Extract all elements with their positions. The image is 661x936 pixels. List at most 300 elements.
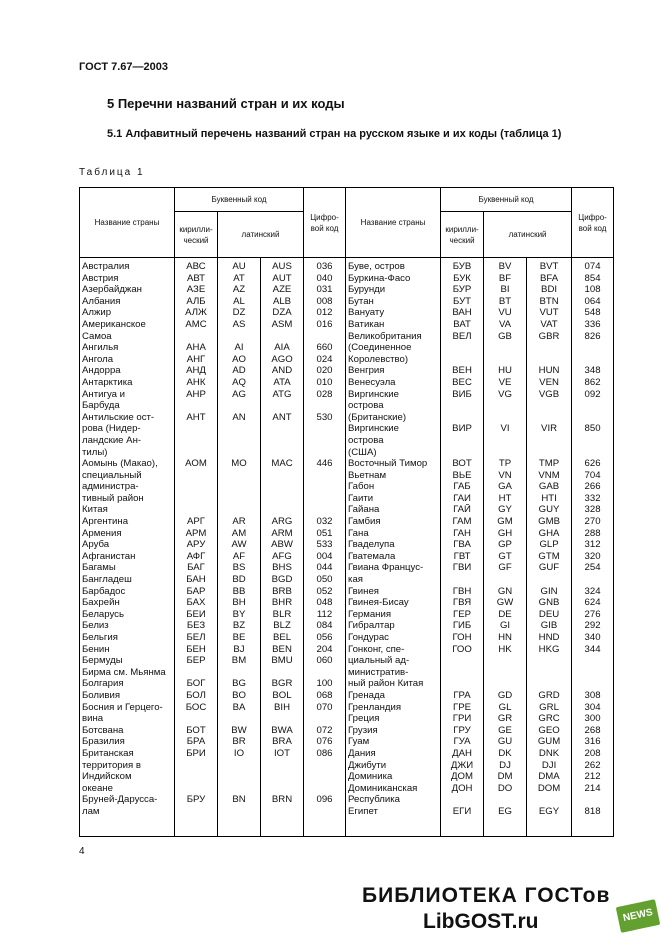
numeric-code: 031 — [304, 284, 346, 296]
latin3-code: BGR — [261, 678, 304, 690]
latin2-code: VA — [484, 319, 527, 331]
latin3-code: GRC — [527, 713, 572, 725]
latin2-code — [218, 771, 261, 783]
cyrillic-code — [441, 667, 484, 679]
latin3-code: BFA — [527, 273, 572, 285]
latin2-code: BD — [218, 574, 261, 586]
latin3-code — [527, 574, 572, 586]
latin2-code: GF — [484, 562, 527, 574]
numeric-code — [572, 447, 614, 459]
cyrillic-code: ВАТ — [441, 319, 484, 331]
numeric-code — [304, 470, 346, 482]
latin3-code: GIN — [527, 586, 572, 598]
numeric-code — [572, 667, 614, 679]
latin2-code: GU — [484, 736, 527, 748]
country-name: Бельгия — [80, 632, 175, 644]
country-name: рова (Нидер- — [80, 423, 175, 435]
numeric-code: 324 — [572, 586, 614, 598]
cyrillic-code: АНТ — [175, 412, 218, 424]
country-name: (США) — [346, 447, 441, 459]
latin2-code: GT — [484, 551, 527, 563]
latin3-code: DNK — [527, 748, 572, 760]
table-row — [80, 354, 614, 366]
latin2-code: BM — [218, 655, 261, 667]
latin3-code: ARG — [261, 516, 304, 528]
section-title: 5 Перечни названий стран и их коды — [107, 96, 345, 111]
table-row — [80, 528, 614, 540]
header-numeric-code: Цифро-вой код — [572, 188, 614, 258]
latin3-code: VNM — [527, 470, 572, 482]
latin2-code — [484, 342, 527, 354]
numeric-code: 070 — [304, 702, 346, 714]
numeric-code: 010 — [304, 377, 346, 389]
latin3-code — [261, 400, 304, 412]
cyrillic-code: БРУ — [175, 794, 218, 806]
table-row — [80, 458, 614, 470]
country-name: острова — [346, 435, 441, 447]
latin2-code — [484, 400, 527, 412]
table-row — [80, 760, 614, 772]
table-row — [80, 516, 614, 528]
country-name: Китая — [80, 504, 175, 516]
latin2-code: VI — [484, 423, 527, 435]
cyrillic-code: АНД — [175, 365, 218, 377]
country-name: Гватемала — [346, 551, 441, 563]
country-name: министратив- — [346, 667, 441, 679]
country-name: Джибути — [346, 760, 441, 772]
country-name: Индийском — [80, 771, 175, 783]
numeric-code — [572, 400, 614, 412]
cyrillic-code — [441, 655, 484, 667]
numeric-code: 036 — [304, 258, 346, 273]
numeric-code: 108 — [572, 284, 614, 296]
watermark-site: LibGOST.ru — [423, 910, 539, 933]
latin2-code — [484, 435, 527, 447]
latin2-code — [484, 354, 527, 366]
latin3-code — [261, 771, 304, 783]
country-name: Египет — [346, 806, 441, 837]
cyrillic-code: ВЬЕ — [441, 470, 484, 482]
cyrillic-code — [175, 423, 218, 435]
latin2-code — [484, 412, 527, 424]
table-row — [80, 389, 614, 401]
latin3-code: BDI — [527, 284, 572, 296]
latin3-code: ALB — [261, 296, 304, 308]
country-name: ландские Ан- — [80, 435, 175, 447]
latin2-code: IO — [218, 748, 261, 760]
country-name: Бермуды — [80, 655, 175, 667]
latin3-code: ANT — [261, 412, 304, 424]
latin3-code — [261, 447, 304, 459]
numeric-code: 308 — [572, 690, 614, 702]
country-name: Дания — [346, 748, 441, 760]
latin3-code: GUM — [527, 736, 572, 748]
cyrillic-code: ГОО — [441, 644, 484, 656]
numeric-code: 340 — [572, 632, 614, 644]
country-name: Восточный Тимор — [346, 458, 441, 470]
cyrillic-code: АРМ — [175, 528, 218, 540]
table-row — [80, 504, 614, 516]
latin3-code: BRA — [261, 736, 304, 748]
cyrillic-code: ГРИ — [441, 713, 484, 725]
latin2-code — [218, 423, 261, 435]
latin3-code: BTN — [527, 296, 572, 308]
latin3-code — [527, 655, 572, 667]
cyrillic-code: БОС — [175, 702, 218, 714]
latin2-code: BR — [218, 736, 261, 748]
latin3-code: GIB — [527, 620, 572, 632]
latin2-code — [218, 400, 261, 412]
numeric-code: 292 — [572, 620, 614, 632]
cyrillic-code: ВАН — [441, 307, 484, 319]
numeric-code: 300 — [572, 713, 614, 725]
latin2-code: GE — [484, 725, 527, 737]
country-name: Ангола — [80, 354, 175, 366]
numeric-code: 862 — [572, 377, 614, 389]
latin3-code: GBR — [527, 331, 572, 343]
latin3-code: ARM — [261, 528, 304, 540]
latin3-code — [527, 678, 572, 690]
table-row — [80, 644, 614, 656]
country-name: Австралия — [80, 258, 175, 273]
latin2-code: GP — [484, 539, 527, 551]
numeric-code — [304, 783, 346, 795]
country-name: Греция — [346, 713, 441, 725]
cyrillic-code: ГОН — [441, 632, 484, 644]
latin3-code: BMU — [261, 655, 304, 667]
country-name: Гвинея-Бисау — [346, 597, 441, 609]
numeric-code: 276 — [572, 609, 614, 621]
latin3-code: GRD — [527, 690, 572, 702]
latin2-code: BO — [218, 690, 261, 702]
country-name: Гваделупа — [346, 539, 441, 551]
country-name: Алжир — [80, 307, 175, 319]
latin2-code — [218, 806, 261, 837]
latin3-code: BLR — [261, 609, 304, 621]
cyrillic-code: АМС — [175, 319, 218, 331]
country-name: Беларусь — [80, 609, 175, 621]
numeric-code — [572, 574, 614, 586]
cyrillic-code — [175, 771, 218, 783]
country-name: Вьетнам — [346, 470, 441, 482]
latin2-code: AO — [218, 354, 261, 366]
country-name: Бурунди — [346, 284, 441, 296]
country-name: Доминика — [346, 771, 441, 783]
latin3-code: GMB — [527, 516, 572, 528]
cyrillic-code: ГВА — [441, 539, 484, 551]
latin2-code: BA — [218, 702, 261, 714]
latin2-code: DK — [484, 748, 527, 760]
numeric-code: 332 — [572, 493, 614, 505]
latin3-code: BHS — [261, 562, 304, 574]
latin3-code: BOL — [261, 690, 304, 702]
latin2-code: HU — [484, 365, 527, 377]
cyrillic-code: ГИБ — [441, 620, 484, 632]
numeric-code — [572, 655, 614, 667]
numeric-code: 826 — [572, 331, 614, 343]
latin2-code: GB — [484, 331, 527, 343]
country-name: Великобритания — [346, 331, 441, 343]
cyrillic-code — [441, 435, 484, 447]
latin3-code: DJI — [527, 760, 572, 772]
table-row — [80, 423, 614, 435]
country-name: (Британские) — [346, 412, 441, 424]
cyrillic-code: БУР — [441, 284, 484, 296]
latin3-code: GNB — [527, 597, 572, 609]
country-name: Гренада — [346, 690, 441, 702]
cyrillic-code: АВС — [175, 258, 218, 273]
latin3-code — [261, 481, 304, 493]
country-name: Королевство) — [346, 354, 441, 366]
country-name: тилы) — [80, 447, 175, 459]
latin3-code — [527, 667, 572, 679]
latin3-code: ASM — [261, 319, 304, 331]
country-name: Германия — [346, 609, 441, 621]
latin2-code: AN — [218, 412, 261, 424]
latin3-code: VIR — [527, 423, 572, 435]
latin2-code: AI — [218, 342, 261, 354]
cyrillic-code: АРУ — [175, 539, 218, 551]
numeric-code — [572, 412, 614, 424]
numeric-code — [304, 435, 346, 447]
table-row — [80, 273, 614, 285]
cyrillic-code: ГАБ — [441, 481, 484, 493]
numeric-code: 004 — [304, 551, 346, 563]
cyrillic-code: АРГ — [175, 516, 218, 528]
table-row — [80, 609, 614, 621]
country-name: территория в — [80, 760, 175, 772]
country-name: Бирма см. Мьянма — [80, 667, 175, 679]
header-cyrillic: кирилли-ческий — [175, 212, 218, 258]
latin3-code — [527, 400, 572, 412]
latin2-code: TP — [484, 458, 527, 470]
latin3-code: ATA — [261, 377, 304, 389]
latin3-code: BRB — [261, 586, 304, 598]
latin3-code: ATG — [261, 389, 304, 401]
table-row — [80, 400, 614, 412]
latin2-code: DO — [484, 783, 527, 795]
numeric-code: 072 — [304, 725, 346, 737]
country-name: Самоа — [80, 331, 175, 343]
country-name: Ангилья — [80, 342, 175, 354]
numeric-code: 008 — [304, 296, 346, 308]
numeric-code: 028 — [304, 389, 346, 401]
latin2-code: AF — [218, 551, 261, 563]
numeric-code — [304, 504, 346, 516]
numeric-code: 208 — [572, 748, 614, 760]
cyrillic-code: БРИ — [175, 748, 218, 760]
latin3-code: AUS — [261, 258, 304, 273]
latin3-code: EGY — [527, 806, 572, 837]
numeric-code — [304, 423, 346, 435]
latin3-code: BVT — [527, 258, 572, 273]
numeric-code: 084 — [304, 620, 346, 632]
country-name: океане — [80, 783, 175, 795]
latin2-code: HN — [484, 632, 527, 644]
country-name: Аруба — [80, 539, 175, 551]
table-row — [80, 736, 614, 748]
latin3-code: DZA — [261, 307, 304, 319]
latin2-code: VU — [484, 307, 527, 319]
header-letter-code: Буквенный код — [441, 188, 572, 212]
latin3-code: BEL — [261, 632, 304, 644]
numeric-code: 254 — [572, 562, 614, 574]
numeric-code: 854 — [572, 273, 614, 285]
cyrillic-code — [175, 447, 218, 459]
country-name: Гибралтар — [346, 620, 441, 632]
table-row — [80, 470, 614, 482]
numeric-code — [572, 794, 614, 806]
table-row — [80, 447, 614, 459]
cyrillic-code: ВИБ — [441, 389, 484, 401]
latin2-code: AT — [218, 273, 261, 285]
table-row — [80, 748, 614, 760]
cyrillic-code: ГВИ — [441, 562, 484, 574]
table-row — [80, 574, 614, 586]
latin3-code: BGD — [261, 574, 304, 586]
latin3-code: AND — [261, 365, 304, 377]
latin2-code: AS — [218, 319, 261, 331]
table-row — [80, 258, 614, 273]
country-name: тивный район — [80, 493, 175, 505]
country-name: Гонконг, спе- — [346, 644, 441, 656]
latin3-code: GLP — [527, 539, 572, 551]
country-name: Венгрия — [346, 365, 441, 377]
numeric-code: 316 — [572, 736, 614, 748]
latin3-code — [527, 435, 572, 447]
numeric-code: 214 — [572, 783, 614, 795]
cyrillic-code: АНА — [175, 342, 218, 354]
numeric-code: 624 — [572, 597, 614, 609]
cyrillic-code: БУВ — [441, 258, 484, 273]
cyrillic-code — [441, 794, 484, 806]
numeric-code: 024 — [304, 354, 346, 366]
country-name: кая — [346, 574, 441, 586]
country-name: Виргинские — [346, 423, 441, 435]
cyrillic-code: БРА — [175, 736, 218, 748]
cyrillic-code: ВОТ — [441, 458, 484, 470]
latin3-code: GAB — [527, 481, 572, 493]
cyrillic-code: ГРУ — [441, 725, 484, 737]
latin2-code: GR — [484, 713, 527, 725]
numeric-code: 266 — [572, 481, 614, 493]
table-row — [80, 562, 614, 574]
latin2-code: AW — [218, 539, 261, 551]
latin3-code: DOM — [527, 783, 572, 795]
numeric-code: 328 — [572, 504, 614, 516]
country-name: Гвинея — [346, 586, 441, 598]
latin2-code: AD — [218, 365, 261, 377]
numeric-code — [572, 678, 614, 690]
numeric-code: 304 — [572, 702, 614, 714]
numeric-code: 100 — [304, 678, 346, 690]
country-name: Американское — [80, 319, 175, 331]
table-row — [80, 597, 614, 609]
numeric-code: 044 — [304, 562, 346, 574]
cyrillic-code: БАР — [175, 586, 218, 598]
numeric-code: 850 — [572, 423, 614, 435]
cyrillic-code: АНК — [175, 377, 218, 389]
cyrillic-code: ДОН — [441, 783, 484, 795]
cyrillic-code — [175, 435, 218, 447]
latin3-code: MAC — [261, 458, 304, 470]
numeric-code: 312 — [572, 539, 614, 551]
country-name: Барбадос — [80, 586, 175, 598]
numeric-code: 060 — [304, 655, 346, 667]
country-name: Гренландия — [346, 702, 441, 714]
latin3-code: AFG — [261, 551, 304, 563]
latin3-code: GEO — [527, 725, 572, 737]
table-row — [80, 620, 614, 632]
numeric-code: 096 — [304, 794, 346, 806]
country-name: Ватикан — [346, 319, 441, 331]
country-name: Аомынь (Макао), — [80, 458, 175, 470]
country-name: Виргинские — [346, 389, 441, 401]
country-name: (Соединенное — [346, 342, 441, 354]
cyrillic-code: АНГ — [175, 354, 218, 366]
news-badge: NEWS — [616, 899, 661, 933]
numeric-code: 446 — [304, 458, 346, 470]
latin3-code: BWA — [261, 725, 304, 737]
watermark-title: БИБЛИОТЕКА ГОСТов — [362, 884, 611, 907]
latin3-code: BHR — [261, 597, 304, 609]
numeric-code: 204 — [304, 644, 346, 656]
latin3-code: VUT — [527, 307, 572, 319]
latin2-code: BJ — [218, 644, 261, 656]
table-row — [80, 342, 614, 354]
cyrillic-code: ГВТ — [441, 551, 484, 563]
numeric-code: 348 — [572, 365, 614, 377]
country-name: специальный — [80, 470, 175, 482]
latin3-code: HTI — [527, 493, 572, 505]
numeric-code: 320 — [572, 551, 614, 563]
latin2-code — [484, 667, 527, 679]
cyrillic-code: ВЕС — [441, 377, 484, 389]
cyrillic-code: ДАН — [441, 748, 484, 760]
table-row — [80, 678, 614, 690]
cyrillic-code — [441, 354, 484, 366]
cyrillic-code: ГВЯ — [441, 597, 484, 609]
latin2-code: AQ — [218, 377, 261, 389]
table-row — [80, 365, 614, 377]
numeric-code — [572, 342, 614, 354]
latin2-code: BF — [484, 273, 527, 285]
cyrillic-code: АЛБ — [175, 296, 218, 308]
latin3-code — [261, 423, 304, 435]
latin2-code: GY — [484, 504, 527, 516]
cyrillic-code — [441, 574, 484, 586]
latin2-code — [218, 331, 261, 343]
country-name: Буркина-Фасо — [346, 273, 441, 285]
numeric-code: 020 — [304, 365, 346, 377]
latin3-code: BLZ — [261, 620, 304, 632]
cyrillic-code: АЛЖ — [175, 307, 218, 319]
latin2-code — [218, 504, 261, 516]
numeric-code — [304, 331, 346, 343]
numeric-code: 068 — [304, 690, 346, 702]
latin2-code — [218, 713, 261, 725]
latin3-code: HKG — [527, 644, 572, 656]
latin3-code: VGB — [527, 389, 572, 401]
numeric-code: 016 — [304, 319, 346, 331]
cyrillic-code: ВЕЛ — [441, 331, 484, 343]
cyrillic-code: ГВН — [441, 586, 484, 598]
table-row — [80, 702, 614, 714]
latin2-code: GA — [484, 481, 527, 493]
latin3-code: BEN — [261, 644, 304, 656]
latin2-code — [484, 794, 527, 806]
latin3-code: HND — [527, 632, 572, 644]
